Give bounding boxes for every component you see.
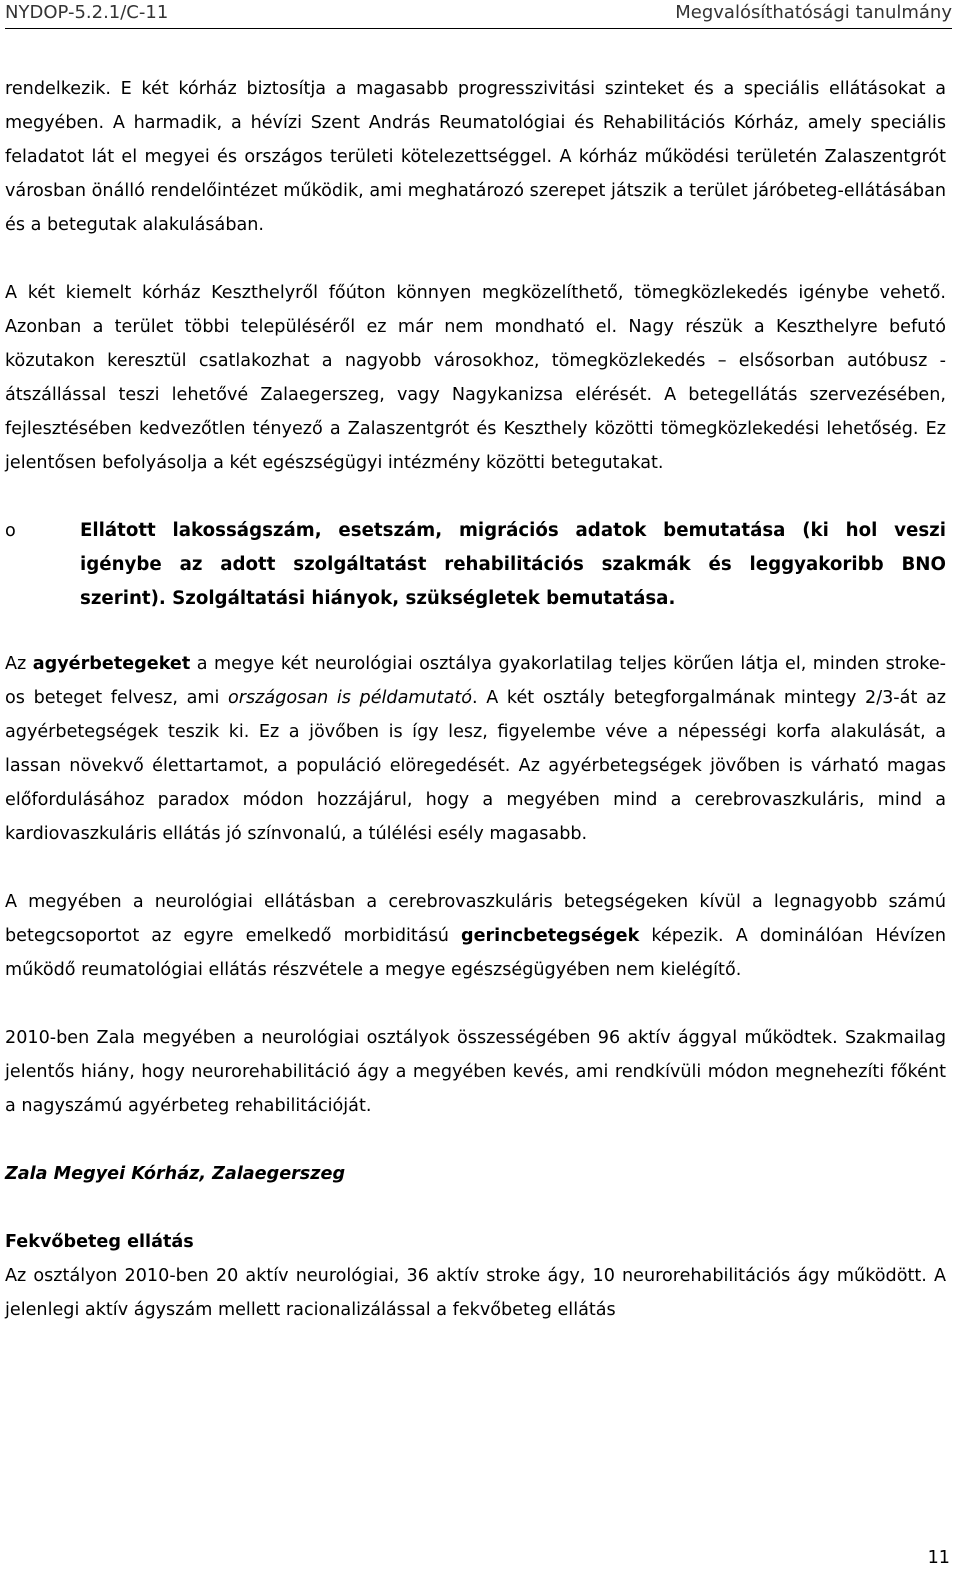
emphasis-italic: országosan is példamutató <box>228 688 473 708</box>
text-run: a megye két neurológiai osztálya gyakorlatilag teljes körűen látja el, minden stroke-os beteget felvesz, ami <box>5 654 946 708</box>
paragraph-cerebrovascular <box>5 647 946 851</box>
page-body <box>5 72 946 1327</box>
section-heading: Ellátott lakosságszám, esetszám, migrációs adatok bemutatása (ki hol veszi igénybe az adott szolgáltatást rehabilitációs szakmák és leggyakoribb BNO szerint). Szolgáltatási hiányok, szükségletek bemutatása. <box>80 520 946 609</box>
subsection-title: Zala Megyei Kórház, Zalaegerszeg <box>5 1164 346 1184</box>
paragraph-spine-diseases <box>5 885 946 987</box>
text-run: A megyében a neurológiai ellátásban a cerebrovaszkuláris betegségeken kívül a legnagyobb számú betegcsoportot az egyre emelkedő morbiditású <box>5 892 946 946</box>
subsection-heading: Fekvőbeteg ellátás <box>5 1232 194 1252</box>
document-code: NYDOP-5.2.1/C-11 <box>5 2 169 23</box>
emphasis-bold: gerincbetegségek <box>460 926 640 946</box>
paragraph-transport: A két kiemelt kórház Keszthelyről főúton könnyen megközelíthető, tömegközlekedés igénybe vehető. Azonban a terület többi településéről ez már nem mondható el. Nagy részük a Keszthelyre befutó közutakon keresztül csatlakozhat a nagyobb városokhoz, tömegközlekedés – elsősorban autóbusz - átszállással teszi lehetővé Zalaegerszeg, vagy Nagykanizsa elérését. A betegellátás szervezésében, fejlesztésében kedvezőtlen tényező a Zalaszentgrót és Keszthely közötti tömegközlekedési lehetőség. Ez jelentősen befolyásolja a két egészségügyi intézmény közötti betegutakat. <box>5 283 946 473</box>
emphasis-bold: agyérbetegeket <box>32 654 191 674</box>
page-number: 11 <box>927 1548 950 1568</box>
text-run: . A két osztály betegforgalmának mintegy 2/3-át az agyérbetegségek teszik ki. Ez a jövőben is így lesz, figyelembe véve a népességi korfa alakulását, a lassan növekvő élettartamot, a populáció elöregedését. Az agyérbetegségek jövőben is várható magas előfordulásához paradox módon hozzájárul, hogy a megyében mind a cerebrovaszkuláris, mind a kardiovaszkuláris ellátás jó színvonalú, a túlélési esély magasabb. <box>5 688 946 844</box>
paragraph-hospitals: rendelkezik. E két kórház biztosítja a magasabb progresszivitási szinteket és a speciális ellátásokat a megyében. A harmadik, a hévízi Szent András Reumatológiai és Rehabilitációs Kórház, amely speciális feladatot lát el megyei és országos területi kötelezettséggel. A kórház működési területén Zalaszentgrót városban önálló rendelőintézet működik, ami meghatározó szerepet játszik a terület járóbeteg-ellátásában és a betegutak alakulásában. <box>5 79 946 235</box>
paragraph-bed-capacity: 2010-ben Zala megyében a neurológiai osztályok összességében 96 aktív ággyal működtek. Szakmailag jelentős hiány, hogy neurorehabilitáció ágy a megyében kevés, ami rendkívüli módon megnehezíti főként a nagyszámú agyérbeteg rehabilitációját. <box>5 1028 946 1116</box>
section-heading-item <box>5 514 946 616</box>
page-header <box>5 0 952 29</box>
text-run: képezik. A dominálóan Hévízen működő reumatológiai ellátás részvétele a megye egészségügyében nem kielégítő. <box>5 926 946 980</box>
list-bullet: o <box>5 521 16 541</box>
text-run: Az <box>5 654 33 674</box>
document-title: Megvalósíthatósági tanulmány <box>675 2 952 23</box>
paragraph-inpatient: Az osztályon 2010-ben 20 aktív neurológiai, 36 aktív stroke ágy, 10 neurorehabilitációs ágy működött. A jelenlegi aktív ágyszám mellett racionalizálással a fekvőbeteg ellátás <box>5 1266 946 1320</box>
